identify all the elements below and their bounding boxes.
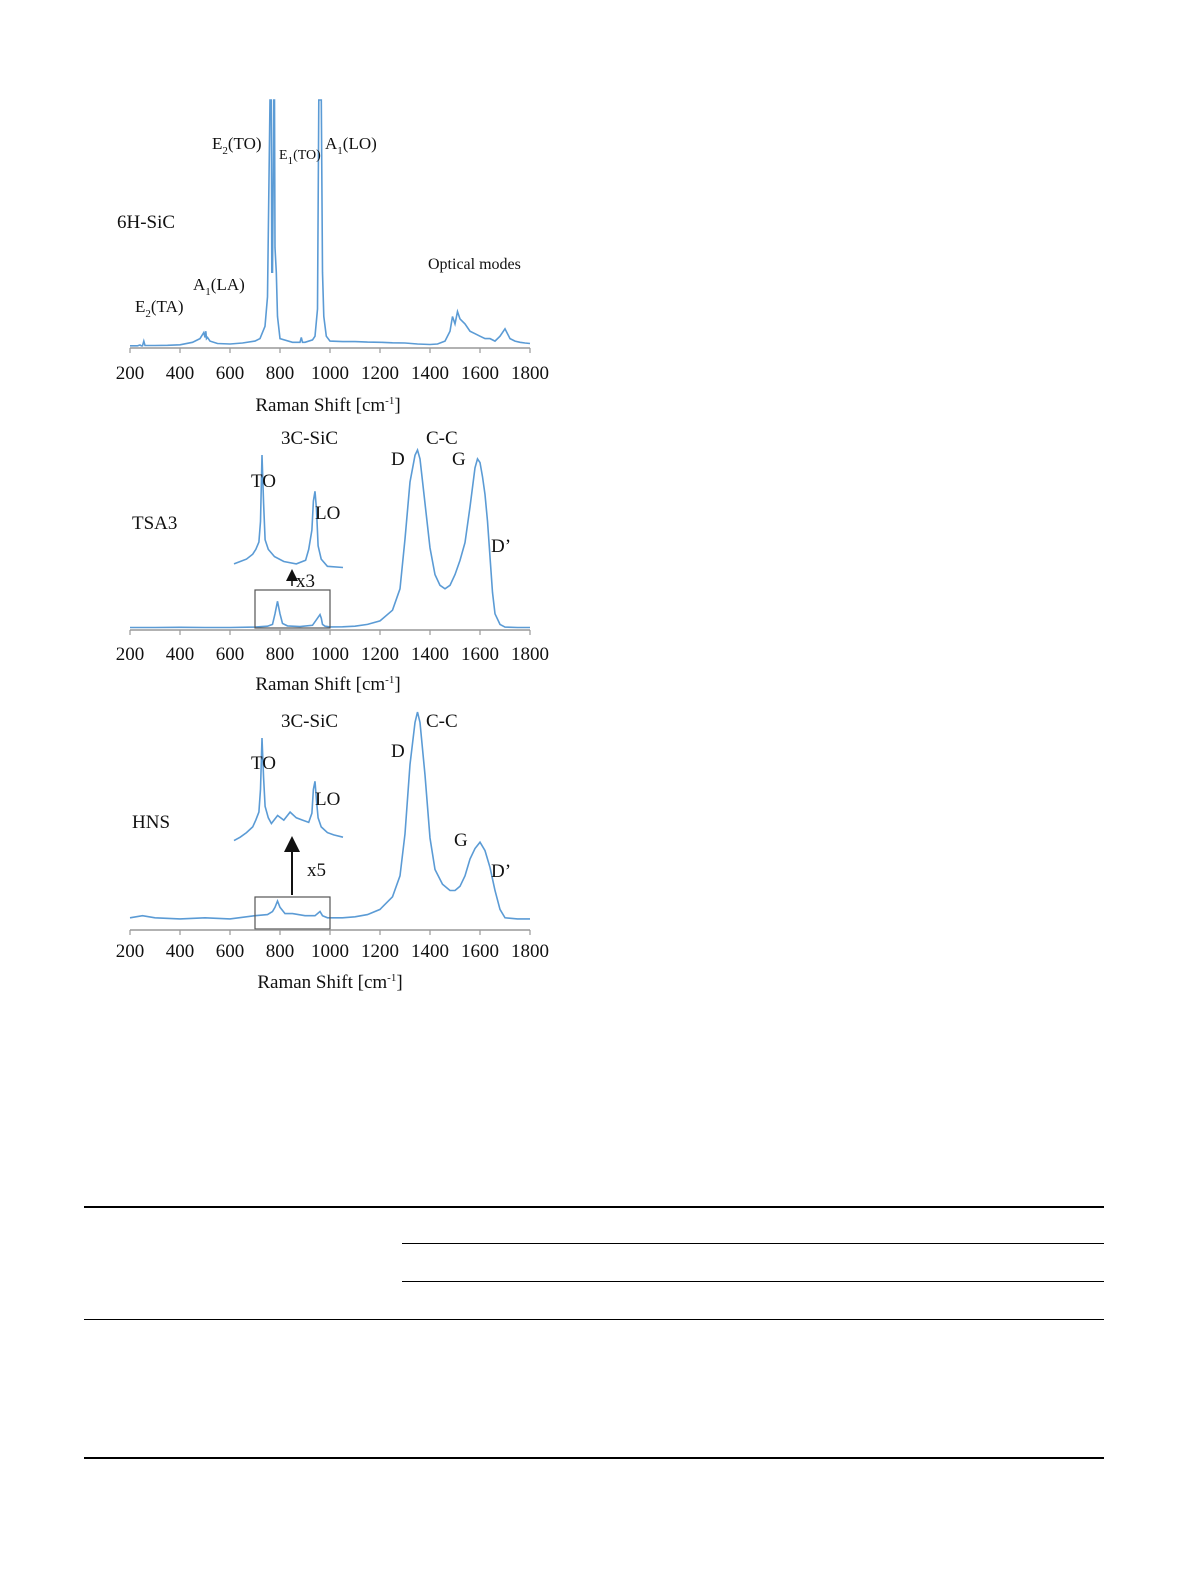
panel-6h-sic [116, 100, 549, 416]
band-label-d: D [391, 449, 405, 470]
table-bottom-rule [84, 1457, 1104, 1459]
x-tick-label: 600 [215, 644, 245, 665]
band-label-d: D [391, 741, 405, 762]
table-mid-rule [84, 1319, 1104, 1320]
x-tick-label: 1600 [461, 644, 499, 665]
panel-hns [116, 711, 549, 993]
x-tick-label: 1800 [511, 941, 549, 962]
x-tick-label: 1200 [361, 941, 399, 962]
table-header-rule-1 [402, 1243, 1104, 1244]
band-label-c-c: C-C [426, 711, 458, 732]
x-tick-label: 800 [265, 644, 295, 665]
band-label-c-c: C-C [426, 428, 458, 449]
x-tick-label: 1800 [511, 363, 549, 384]
peak-label-e1-to: $E_1(TO)$ [279, 148, 321, 167]
magnification-label: x3 [296, 571, 315, 592]
inset-title-3c-sic: 3C-SiC [281, 428, 339, 449]
x-tick-label: 200 [115, 941, 145, 962]
x-tick-label: 1200 [361, 363, 399, 384]
x-tick-label: 1200 [361, 644, 399, 665]
x-tick-label: 200 [115, 644, 145, 665]
spectrum-hns [130, 712, 530, 919]
magnification-label: x5 [307, 860, 326, 881]
x-tick-labels [116, 941, 549, 962]
x-tick-label: 200 [115, 363, 145, 384]
x-axis-title: Raman Shift $[cm^{-1}]$ [255, 395, 401, 416]
peak-label-a1-lo: $A_1(LO)$ [325, 134, 377, 157]
x-tick-label: 1400 [411, 363, 449, 384]
band-label-g: G [452, 449, 466, 470]
x-tick-labels [116, 644, 549, 665]
peak-label-to: TO [251, 471, 276, 492]
x-tick-label: 1000 [311, 363, 349, 384]
peak-label-lo: LO [315, 503, 341, 524]
peak-label-lo: LO [315, 789, 341, 810]
sample-label-hns: HNS [132, 812, 171, 833]
band-label-d-prime: D’ [491, 861, 512, 882]
x-tick-label: 1600 [461, 941, 499, 962]
x-tick-label: 400 [165, 941, 195, 962]
peak-label-e2-to: $E_2(TO)$ [212, 134, 262, 157]
x-tick-labels [116, 363, 549, 384]
x-axis-title: Raman Shift $[cm^{-1}]$ [255, 674, 401, 695]
x-tick-label: 1000 [311, 941, 349, 962]
x-axis-title: Raman Shift $[cm^{-1}]$ [257, 972, 403, 993]
table-header-rule-2 [402, 1281, 1104, 1282]
peak-label-a1-la: $A_1(LA)$ [193, 275, 245, 298]
panel-tsa3 [116, 428, 549, 695]
peak-label-e2-ta: $E_2(TA)$ [135, 297, 184, 320]
x-tick-label: 1000 [311, 644, 349, 665]
zoom-box [255, 590, 330, 628]
band-label-d-prime: D’ [491, 536, 512, 557]
band-label-g: G [454, 830, 468, 851]
x-tick-label: 1600 [461, 363, 499, 384]
peak-label-to: TO [251, 753, 276, 774]
x-tick-label: 400 [165, 363, 195, 384]
x-tick-label: 800 [265, 941, 295, 962]
x-tick-label: 1400 [411, 644, 449, 665]
sample-label-6h-sic: 6H-SiC [117, 212, 176, 233]
x-tick-label: 600 [215, 363, 245, 384]
inset-title-3c-sic: 3C-SiC [281, 711, 339, 732]
sample-label-tsa3: TSA3 [132, 513, 178, 534]
x-tick-label: 1400 [411, 941, 449, 962]
x-tick-label: 400 [165, 644, 195, 665]
x-tick-label: 1800 [511, 644, 549, 665]
x-tick-label: 800 [265, 363, 295, 384]
x-tick-label: 600 [215, 941, 245, 962]
peak-label-optical-modes: Optical modes [428, 256, 521, 273]
table-top-rule [84, 1206, 1104, 1208]
